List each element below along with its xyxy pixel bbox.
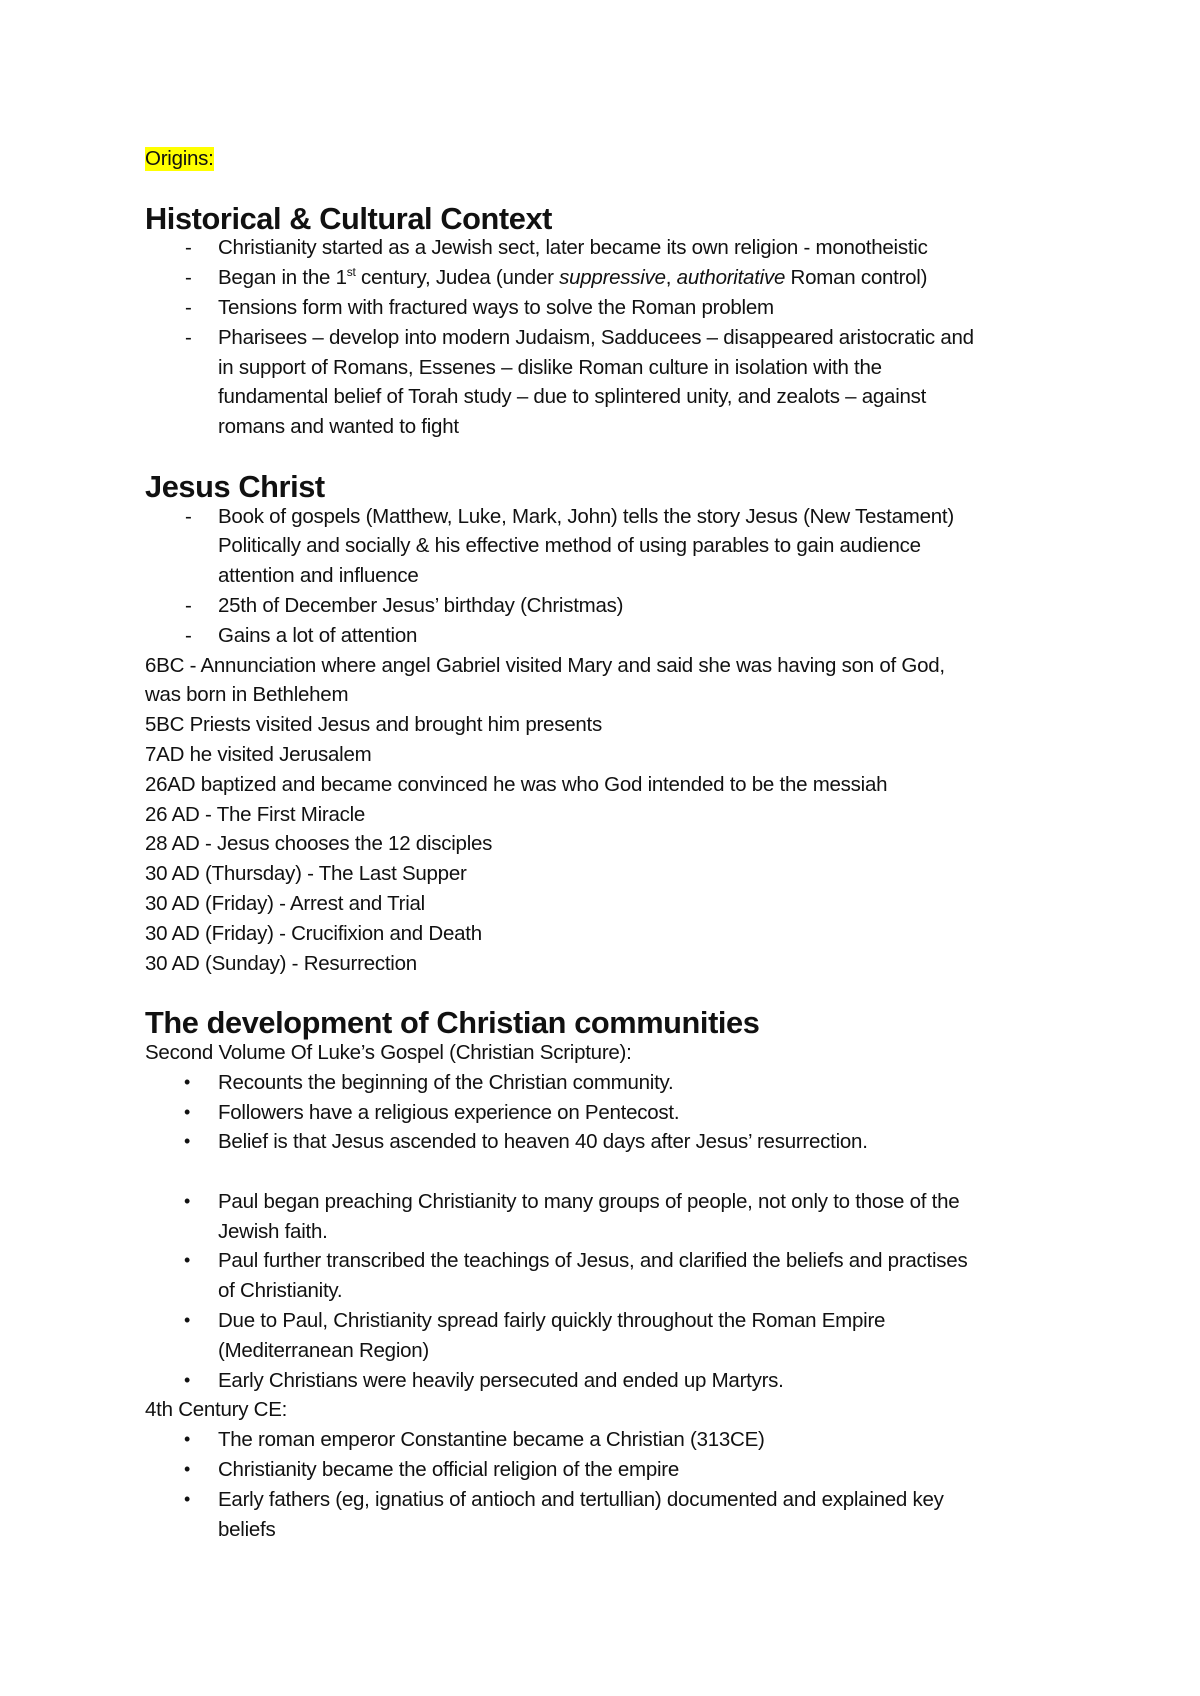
list-item-line: beliefs	[218, 1517, 276, 1541]
list-item-line: attention and influence	[218, 564, 419, 588]
list-item	[145, 1425, 1080, 1455]
list-item-text: 25th of December Jesus’ birthday (Christmas)	[218, 593, 624, 617]
bullet-marker: •	[184, 1101, 191, 1122]
luke-list	[145, 1068, 1080, 1157]
list-item-text: Followers have a religious experience on Pentecost.	[218, 1100, 680, 1124]
spacer	[145, 442, 1080, 472]
list-item-text: Recounts the beginning of the Christian community.	[218, 1070, 674, 1094]
list-item-line: Pharisees – develop into modern Judaism, Sadducees – disappeared aristocratic and	[218, 325, 974, 349]
list-item-line: Early Christians were heavily persecuted and ended up Martyrs.	[218, 1368, 784, 1392]
list-item-text: Christianity started as a Jewish sect, later became its own religion - monotheistic	[218, 236, 928, 260]
list-item-text: Belief is that Jesus ascended to heaven 40 days after Jesus’ resurrection.	[218, 1130, 868, 1154]
list-item-line: Paul further transcribed the teachings of Jesus, and clarified the beliefs and practises	[218, 1249, 968, 1273]
list-item	[145, 293, 1080, 323]
list-item-line: The roman emperor Constantine became a Christian (313CE)	[218, 1428, 765, 1452]
timeline	[145, 651, 1080, 979]
text-part: century, Judea (under	[355, 266, 560, 290]
list-item	[145, 1187, 1080, 1247]
list-item-line: Book of gospels (Matthew, Luke, Mark, John) tells the story Jesus (New Testament)	[218, 504, 954, 528]
list-item-line: in support of Romans, Essenes – dislike Roman culture in isolation with the	[218, 355, 882, 379]
list-item-text: Gains a lot of attention	[218, 623, 418, 647]
dash-marker: -	[185, 266, 192, 290]
list-item	[145, 1366, 1080, 1396]
list-item	[145, 1098, 1080, 1128]
spacer	[145, 978, 1080, 1008]
list-item	[145, 1306, 1080, 1366]
timeline-line: 30 AD (Friday) - Crucifixion and Death	[145, 921, 482, 945]
timeline-line: 26AD baptized and became convinced he was who God intended to be the messiah	[145, 772, 888, 796]
list-item-line: Early fathers (eg, ignatius of antioch and tertullian) documented and explained key	[218, 1487, 944, 1511]
list-item	[145, 1485, 1080, 1545]
superscript: st	[346, 265, 356, 280]
paul-list	[145, 1187, 1080, 1396]
bullet-marker: •	[184, 1310, 191, 1331]
bullet-marker: •	[184, 1071, 191, 1092]
dash-marker: -	[185, 593, 192, 617]
heading-historical-cultural-context: Historical & Cultural Context	[145, 200, 552, 236]
timeline-line: 30 AD (Friday) - Arrest and Trial	[145, 891, 425, 915]
list-item	[145, 323, 1080, 442]
bullet-marker: •	[184, 1190, 191, 1211]
century-label: 4th Century CE:	[145, 1398, 288, 1422]
text-part: Began in the 1	[218, 266, 347, 290]
list-item-line: fundamental belief of Torah study – due to splintered unity, and zealots – against	[218, 385, 927, 409]
list-item	[145, 1455, 1080, 1485]
spacer	[145, 1157, 1080, 1187]
timeline-line: 30 AD (Sunday) - Resurrection	[145, 951, 417, 975]
dash-marker: -	[185, 623, 192, 647]
timeline-line: 26 AD - The First Miracle	[145, 802, 366, 826]
list-item-line: Due to Paul, Christianity spread fairly quickly throughout the Roman Empire	[218, 1309, 886, 1333]
text-part: Roman control)	[785, 266, 928, 290]
timeline-line: was born in Bethlehem	[145, 683, 349, 707]
list-item	[145, 591, 1080, 621]
timeline-line: 7AD he visited Jerusalem	[145, 742, 372, 766]
list-item-line: Christianity became the official religion of the empire	[218, 1458, 680, 1482]
italic-text: authoritative	[676, 266, 786, 290]
heading-christian-communities: The development of Christian communities	[145, 1005, 760, 1041]
list-item-line: (Mediterranean Region)	[218, 1338, 430, 1362]
text-part: ,	[665, 266, 677, 290]
origins-label: Origins:	[145, 147, 214, 170]
list-item	[145, 1246, 1080, 1306]
list-item	[145, 263, 1080, 293]
heading-jesus-christ: Jesus Christ	[145, 468, 325, 504]
dash-marker: -	[185, 325, 192, 349]
context-list	[145, 233, 1080, 442]
italic-text: suppressive	[559, 266, 666, 290]
bullet-marker: •	[184, 1488, 191, 1509]
jesus-list	[145, 502, 1080, 651]
dash-marker: -	[185, 295, 192, 319]
list-item-line: Jewish faith.	[218, 1219, 328, 1243]
fourth-century-list	[145, 1425, 1080, 1544]
spacer	[145, 174, 1080, 204]
list-item-line: romans and wanted to fight	[218, 415, 459, 439]
bullet-marker: •	[184, 1250, 191, 1271]
timeline-line: 5BC Priests visited Jesus and brought him presents	[145, 713, 602, 737]
list-item	[145, 1068, 1080, 1098]
list-item-text	[218, 266, 927, 289]
dash-marker: -	[185, 504, 192, 528]
list-item	[145, 502, 1080, 591]
luke-gospel-intro: Second Volume Of Luke’s Gospel (Christian Scripture):	[145, 1040, 632, 1064]
list-item	[145, 233, 1080, 263]
timeline-line: 6BC - Annunciation where angel Gabriel visited Mary and said she was having son of God,	[145, 653, 945, 677]
list-item-line: of Christianity.	[218, 1279, 343, 1303]
timeline-line: 28 AD - Jesus chooses the 12 disciples	[145, 832, 493, 856]
list-item	[145, 1127, 1080, 1157]
list-item-text: Tensions form with fractured ways to solve the Roman problem	[218, 295, 774, 319]
bullet-marker: •	[184, 1429, 191, 1450]
timeline-line: 30 AD (Thursday) - The Last Supper	[145, 862, 467, 886]
list-item-line: Politically and socially & his effective method of using parables to gain audience	[218, 534, 921, 558]
bullet-marker: •	[184, 1459, 191, 1480]
origins-line	[145, 144, 1080, 174]
list-item	[145, 621, 1080, 651]
bullet-marker: •	[184, 1131, 191, 1152]
list-item-line: Paul began preaching Christianity to many groups of people, not only to those of the	[218, 1189, 960, 1213]
bullet-marker: •	[184, 1369, 191, 1390]
dash-marker: -	[185, 236, 192, 260]
